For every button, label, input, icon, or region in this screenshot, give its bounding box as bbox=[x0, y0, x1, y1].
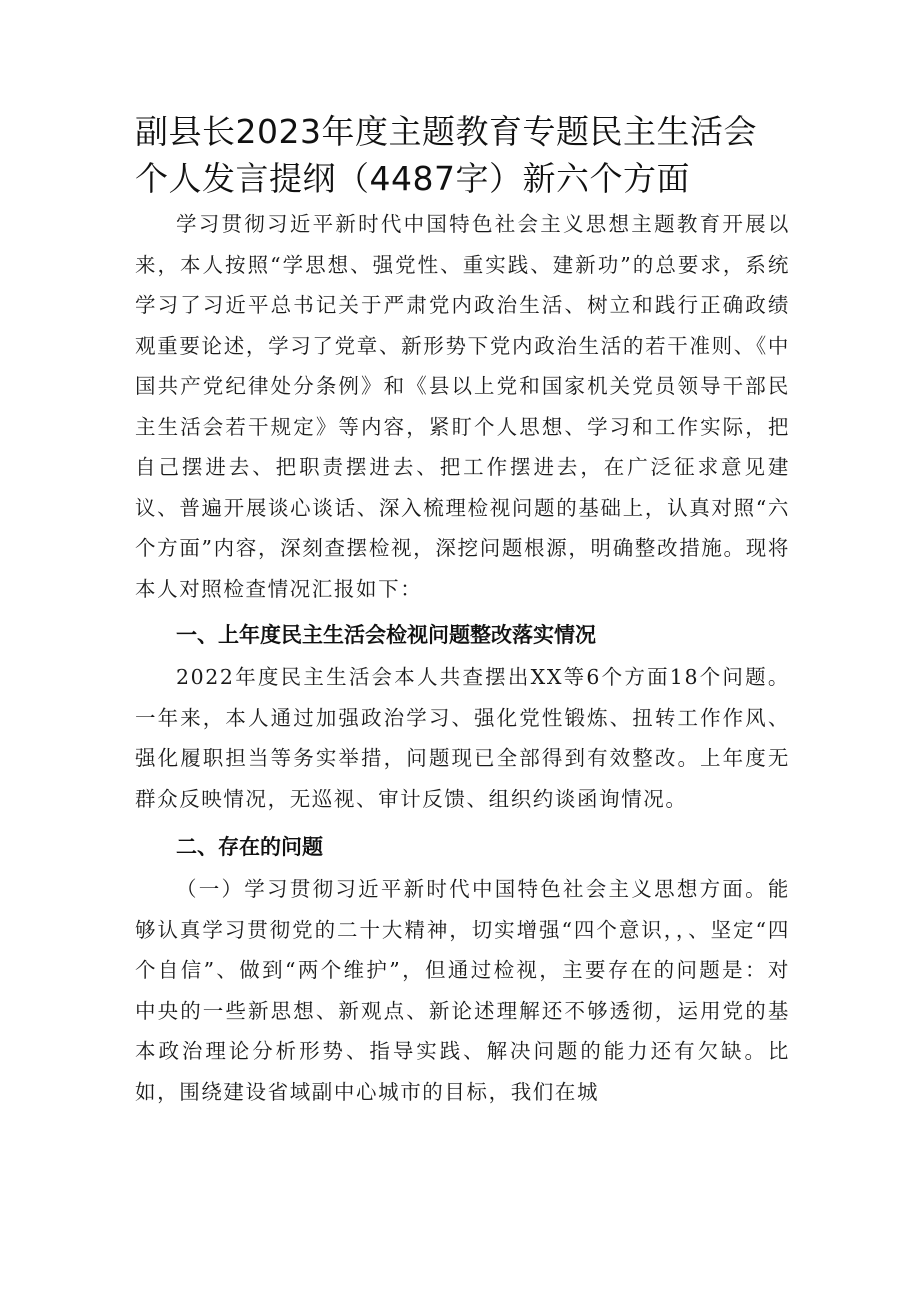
document-page bbox=[135, 0, 790, 1112]
section-1-paragraph: 2022年度民主生活会本人共查摆出XX等6个方面18个问题。一年来，本人通过加强政治学习、强化党性锻炼、扭转工作作风、强化履职担当等务实举措，问题现已全部得到有效整改。上年度无群众反映情况，无巡视、审计反馈、组织约谈函询情况。 bbox=[135, 665, 790, 811]
section-heading-2: 二、存在的问题 bbox=[176, 835, 323, 859]
intro-paragraph: 学习贯彻习近平新时代中国特色社会主义思想主题教育开展以来，本人按照“学思想、强党性、重实践、建新功”的总要求，系统学习了习近平总书记关于严肃党内政治生活、树立和践行正确政绩观重要论述，学习了党章、新形势下党内政治生活的若干准则、《中国共产党纪律处分条例》和《县以上党和国家机关党员领导干部民主生活会若干规定》等内容，紧盯个人思想、学习和工作实际，把自己摆进去、把职责摆进去、把工作摆进去，在广泛征求意见建议、普遍开展谈心谈话、深入梳理检视问题的基础上，认真对照“六个方面”内容，深刻查摆检视，深挖问题根源，明确整改措施。现将本人对照检查情况汇报如下： bbox=[135, 212, 790, 601]
section-heading-1: 一、上年度民主生活会检视问题整改落实情况 bbox=[176, 623, 596, 647]
document-title: 副县长2023年度主题教育专题民主生活会个人发言提纲（4487字）新六个方面 bbox=[135, 112, 757, 198]
section-2-paragraph: （一）学习贯彻习近平新时代中国特色社会主义思想方面。能够认真学习贯彻党的二十大精神，切实增强“四个意识，，、坚定“四个自信”、做到“两个维护”，但通过检视，主要存在的问题是：对中央的一些新思想、新观点、新论述理解还不够透彻，运用党的基本政治理论分析形势、指导实践、解决问题的能力还有欠缺。比如，围绕建设省域副中心城市的目标，我们在城 bbox=[135, 877, 790, 1104]
